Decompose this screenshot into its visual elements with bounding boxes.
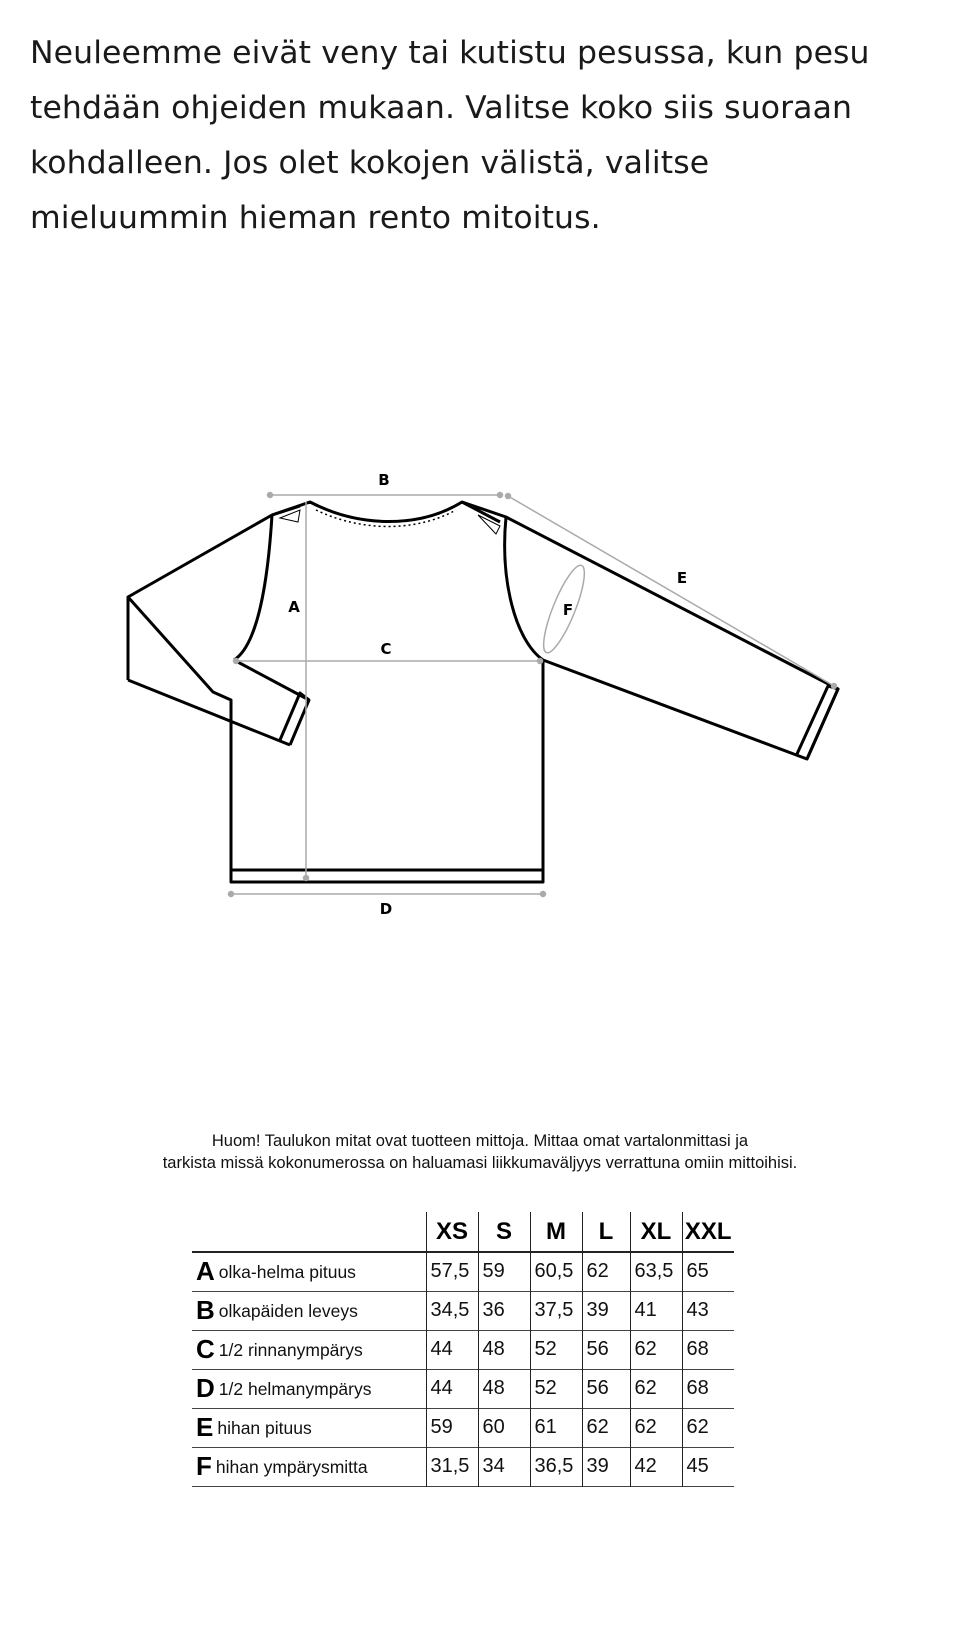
row-label [192,1330,426,1369]
table-row [192,1408,734,1447]
measure-line-e [508,496,834,686]
table-row [192,1252,734,1291]
left-shoulder-seam [272,506,300,515]
diagram-label-d: D [379,900,393,918]
table-cell: 31,5 [426,1447,478,1486]
table-cell: 60 [478,1408,530,1447]
table-cell: 62 [630,1408,682,1447]
row-letter: D [196,1373,215,1403]
table-cell: 60,5 [530,1252,582,1291]
left-armhole [234,515,272,660]
table-cell: 37,5 [530,1291,582,1330]
table-cell: 62 [582,1252,630,1291]
table-cell: 48 [478,1330,530,1369]
row-label-text: 1/2 rinnanympärys [218,1340,363,1360]
diagram-label-a: A [288,598,300,616]
row-label [192,1447,426,1486]
table-cell: 41 [630,1291,682,1330]
row-letter: F [196,1451,212,1481]
table-cell: 34 [478,1447,530,1486]
table-cell: 62 [682,1408,734,1447]
table-cell: 43 [682,1291,734,1330]
intro-line: tehdään ohjeiden mukaan. Valitse koko siis suoraan [30,90,853,126]
table-cell: 45 [682,1447,734,1486]
table-cell: 62 [630,1330,682,1369]
note-line: tarkista missä kokonumerossa on haluamasi liikkumaväljyys verrattuna omiin mittoihisi. [162,1154,798,1172]
diagram-label-c: C [380,640,392,658]
table-cell: 59 [478,1252,530,1291]
table-cell: 52 [530,1330,582,1369]
intro-text [30,26,930,246]
table-cell: 39 [582,1447,630,1486]
row-label [192,1369,426,1408]
size-header: XXL [682,1212,734,1252]
right-armhole [505,517,543,660]
row-letter: A [196,1256,215,1287]
row-label [192,1291,426,1330]
size-header-row [192,1212,734,1252]
table-row [192,1291,734,1330]
diagram-label-b: B [378,471,390,489]
row-label-text: hihan pituus [217,1418,312,1438]
size-header: XL [630,1212,682,1252]
measurement-note [0,1130,960,1174]
table-cell: 68 [682,1330,734,1369]
diagram-label-e: E [676,569,688,587]
table-cell: 34,5 [426,1291,478,1330]
table-cell: 42 [630,1447,682,1486]
table-cell: 36 [478,1291,530,1330]
diagram-label-f: F [562,601,574,619]
row-label-text: olkapäiden leveys [218,1301,358,1321]
intro-line: Neuleemme eivät veny tai kutistu pesussa, kun pesu [30,35,870,71]
row-label-text: olka-helma pituus [218,1262,356,1283]
table-cell: 61 [530,1408,582,1447]
size-header: L [582,1212,630,1252]
table-cell: 62 [582,1408,630,1447]
row-label-text: hihan ympärysmitta [215,1457,368,1477]
size-header: M [530,1212,582,1252]
left-armhole-lower [234,660,309,700]
table-cell: 65 [682,1252,734,1291]
row-label [192,1408,426,1447]
table-cell: 36,5 [530,1447,582,1486]
row-letter: B [196,1295,215,1325]
table-cell: 39 [582,1291,630,1330]
size-header: XS [426,1212,478,1252]
table-cell: 56 [582,1330,630,1369]
size-table [192,1212,734,1487]
sweater-outline [128,502,838,882]
left-cuff [280,693,309,745]
row-label [192,1252,426,1291]
table-cell: 56 [582,1369,630,1408]
row-letter: E [196,1412,214,1442]
table-cell: 44 [426,1330,478,1369]
table-row [192,1330,734,1369]
table-cell: 62 [630,1369,682,1408]
table-cell: 68 [682,1369,734,1408]
row-label-text: 1/2 helmanympärys [218,1379,372,1399]
sweater-measurement-diagram [0,460,960,940]
intro-line: mieluummin hieman rento mitoitus. [30,200,601,236]
row-letter: C [196,1334,215,1364]
intro-line: kohdalleen. Jos olet kokojen välistä, valitse [30,145,710,181]
size-header: S [478,1212,530,1252]
table-cell: 59 [426,1408,478,1447]
table-cell: 52 [530,1369,582,1408]
header-corner [192,1212,426,1252]
table-cell: 44 [426,1369,478,1408]
table-cell: 57,5 [426,1252,478,1291]
note-line: Huom! Taulukon mitat ovat tuotteen mittoja. Mittaa omat vartalonmittasi ja [211,1132,749,1150]
right-cuff [797,686,838,759]
table-cell: 63,5 [630,1252,682,1291]
table-cell: 48 [478,1369,530,1408]
table-row [192,1447,734,1486]
table-row [192,1369,734,1408]
